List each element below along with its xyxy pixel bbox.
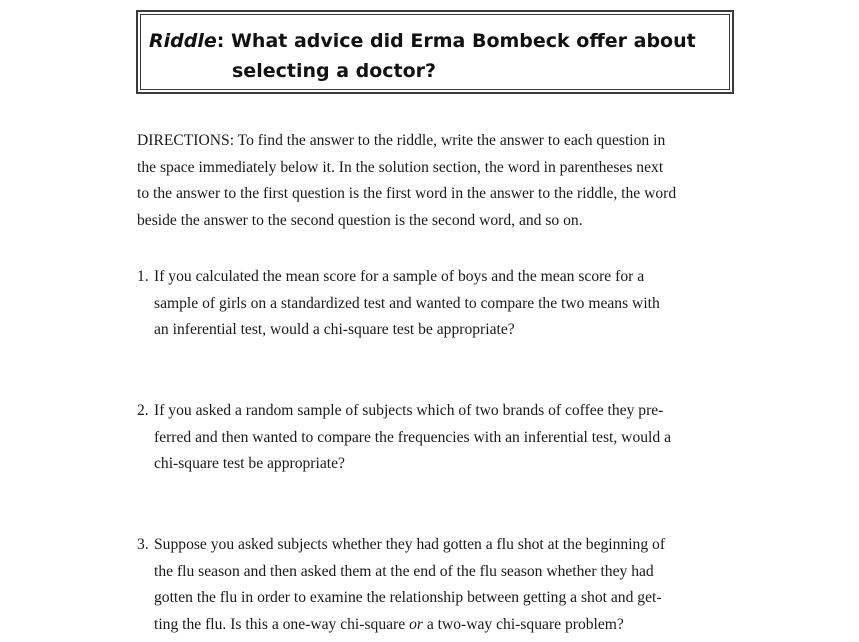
riddle-box	[136, 10, 734, 94]
question-3	[137, 532, 747, 638]
riddle-heading	[149, 26, 696, 86]
question-text	[154, 398, 747, 478]
question-number: 1.	[137, 268, 149, 285]
question-line: sample of girls on a standardized test and wanted to compare the two means with	[154, 294, 660, 312]
question-line: If you calculated the mean score for a sample of boys and the mean score for a	[154, 268, 645, 285]
question-line: chi-square test be appropriate?	[154, 455, 345, 472]
question-emphasis: or	[409, 615, 423, 633]
question-line	[154, 612, 747, 639]
riddle-label: Riddle	[149, 30, 217, 52]
question-line-part: a two-way chi-square problem?	[422, 615, 624, 633]
question-number: 3.	[137, 536, 149, 553]
question-line: the flu season and then asked them at the end of the flu season whether they had	[154, 562, 654, 580]
question-text	[154, 264, 747, 344]
riddle-colon: :	[216, 30, 225, 52]
question-line: gotten the flu in order to examine the relationship between getting a shot and get-	[154, 589, 662, 606]
directions-paragraph	[137, 128, 747, 234]
question-text	[154, 532, 747, 638]
question-line-part: ting the flu. Is this a one-way chi-square	[154, 615, 410, 633]
directions-line: DIRECTIONS: To find the answer to the riddle, write the answer to each question in	[137, 132, 666, 149]
question-number: 2.	[137, 402, 149, 419]
directions-line: beside the answer to the second question is the second word, and so on.	[137, 211, 583, 229]
question-1	[137, 264, 747, 344]
question-2	[137, 398, 747, 478]
question-line: Suppose you asked subjects whether they had gotten a flu shot at the beginning of	[154, 536, 666, 553]
question-line: an inferential test, would a chi-square test be appropriate?	[154, 321, 515, 338]
riddle-question-line-1: What advice did Erma Bombeck offer about	[224, 30, 696, 52]
riddle-question-line-2: selecting a doctor?	[232, 60, 437, 82]
question-line: ferred and then wanted to compare the frequencies with an inferential test, would a	[154, 428, 671, 446]
question-line: If you asked a random sample of subjects which of two brands of coffee they pre-	[154, 402, 664, 419]
directions-line: the space immediately below it. In the solution section, the word in parentheses next	[137, 158, 664, 176]
directions-line: to the answer to the first question is the first word in the answer to the riddle, the word	[137, 185, 677, 202]
